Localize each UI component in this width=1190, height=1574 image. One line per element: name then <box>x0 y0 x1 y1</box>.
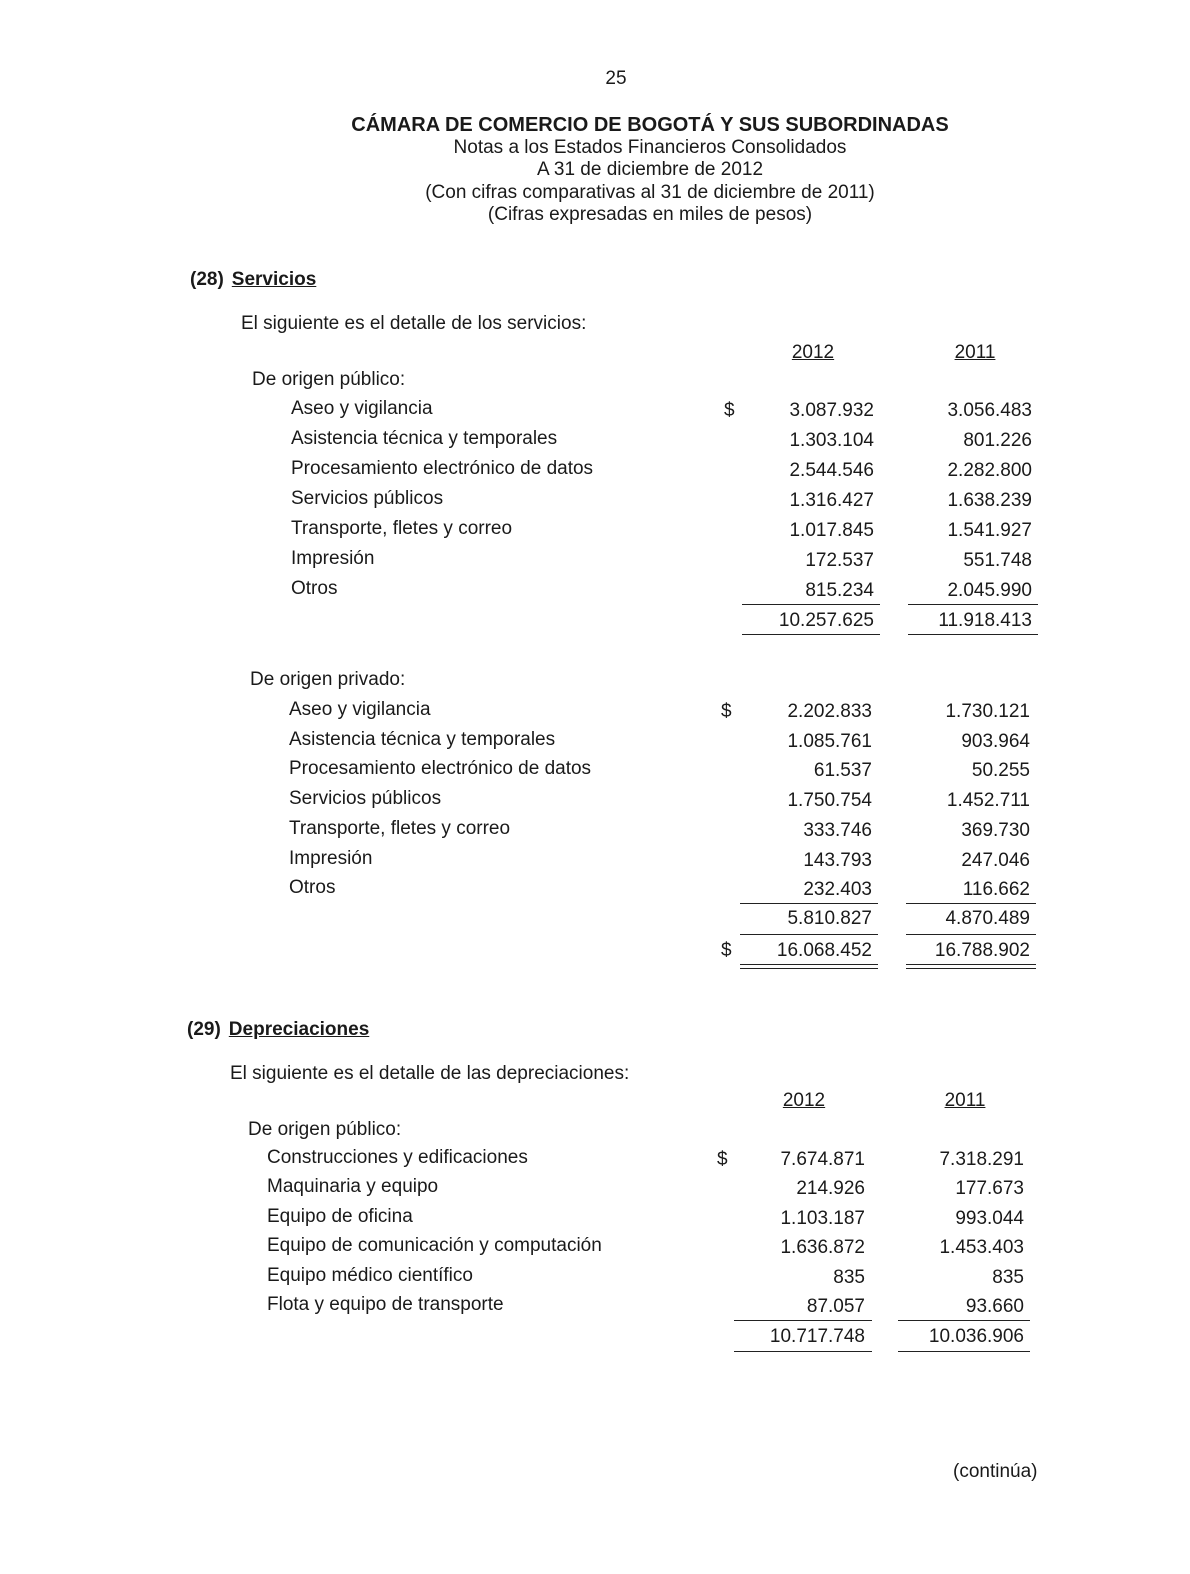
servicios-privado-subtotal-2012: 5.810.827 <box>787 908 872 929</box>
value-2011: 801.226 <box>963 430 1032 451</box>
value-2011: 2.282.800 <box>947 460 1032 481</box>
value-2011: 903.964 <box>961 730 1030 752</box>
row-label: Otros <box>291 578 338 599</box>
servicios-privado-label: De origen privado: <box>250 669 406 690</box>
value-2011: 835 <box>992 1266 1024 1288</box>
value-2012: 2.202.833 <box>787 701 872 722</box>
depreciaciones-publico-subtotal-2011: 10.036.906 <box>928 1326 1024 1347</box>
row-label: Procesamiento electrónico de datos <box>289 758 592 780</box>
currency-symbol: $ <box>724 400 735 421</box>
servicios-intro: El siguiente es el detalle de los servicios: <box>241 313 587 334</box>
depreciaciones-publico-subtotal-2012: 10.717.748 <box>769 1326 865 1347</box>
value-2012: 61.537 <box>813 760 872 782</box>
value-2011: 369.730 <box>961 819 1030 841</box>
subtotal-rule <box>908 634 1038 635</box>
subtotal-rule <box>740 903 878 904</box>
value-2012: 1.085.761 <box>787 730 872 752</box>
row-label: Aseo y vigilancia <box>291 398 433 419</box>
page-number: 25 <box>605 68 627 89</box>
value-2012: 1.303.104 <box>789 430 874 451</box>
continua-footer: (continúa) <box>953 1461 1038 1482</box>
row-label: Construcciones y edificaciones <box>267 1147 528 1168</box>
row-label: Asistencia técnica y temporales <box>291 428 558 449</box>
value-2011: 50.255 <box>971 760 1030 782</box>
value-2012: 1.636.872 <box>780 1237 865 1259</box>
value-2011: 7.318.291 <box>939 1149 1024 1170</box>
section-depreciaciones-heading <box>187 1019 369 1041</box>
depreciaciones-year-2012: 2012 <box>782 1090 826 1111</box>
subtotal-rule <box>742 604 880 605</box>
row-label: Transporte, fletes y correo <box>291 518 513 539</box>
subtotal-rule <box>898 1351 1030 1352</box>
row-label: Transporte, fletes y correo <box>289 817 511 839</box>
value-2011: 1.453.403 <box>939 1237 1024 1259</box>
servicios-year-2011: 2011 <box>954 342 996 363</box>
value-2011: 247.046 <box>961 849 1030 871</box>
value-2012: 1.017.845 <box>789 520 874 541</box>
value-2012: 835 <box>833 1266 865 1288</box>
value-2011: 2.045.990 <box>947 580 1032 601</box>
header-line-1: Notas a los Estados Financieros Consolidados <box>453 137 847 158</box>
section-servicios-heading <box>190 269 316 291</box>
header-line-3: (Con cifras comparativas al 31 de diciembre de 2011) <box>425 182 875 203</box>
subtotal-rule <box>734 1320 872 1321</box>
header-line-2: A 31 de diciembre de 2012 <box>536 159 764 180</box>
row-label: Asistencia técnica y temporales <box>289 728 556 750</box>
value-2012: 143.793 <box>803 849 872 871</box>
row-label: Equipo médico científico <box>267 1264 473 1286</box>
servicios-total-2012: 16.068.452 <box>776 940 872 961</box>
servicios-year-2012: 2012 <box>791 342 835 363</box>
value-2011: 1.730.121 <box>945 701 1030 722</box>
currency-symbol: $ <box>721 940 732 961</box>
row-label: Otros <box>289 877 336 899</box>
subtotal-rule <box>898 1320 1030 1321</box>
section-number: (29) <box>187 1019 221 1040</box>
row-label: Procesamiento electrónico de datos <box>291 458 594 479</box>
section-number: (28) <box>190 269 224 290</box>
row-label: Servicios públicos <box>291 488 444 509</box>
row-label: Servicios públicos <box>289 788 442 810</box>
value-2011: 1.541.927 <box>947 520 1032 541</box>
value-2011: 1.638.239 <box>947 490 1032 511</box>
depreciaciones-intro: El siguiente es el detalle de las depreciaciones: <box>230 1063 630 1084</box>
row-label: Impresión <box>289 847 373 869</box>
value-2011: 116.662 <box>962 879 1030 901</box>
value-2011: 551.748 <box>963 550 1032 571</box>
currency-symbol: $ <box>721 701 732 722</box>
depreciaciones-year-2011: 2011 <box>944 1090 986 1111</box>
value-2012: 1.750.754 <box>787 790 872 812</box>
value-2011: 3.056.483 <box>947 400 1032 421</box>
subtotal-rule <box>734 1351 872 1352</box>
value-2011: 1.452.711 <box>946 790 1030 812</box>
row-label: Aseo y vigilancia <box>289 699 431 720</box>
total-double-rule <box>906 964 1036 969</box>
subtotal-rule <box>906 934 1036 935</box>
servicios-publico-subtotal-2012: 10.257.625 <box>778 610 874 631</box>
servicios-privado-subtotal-2011: 4.870.489 <box>945 908 1030 929</box>
value-2011: 177.673 <box>955 1178 1024 1200</box>
row-label: Flota y equipo de transporte <box>267 1294 504 1315</box>
subtotal-rule <box>740 934 878 935</box>
value-2012: 7.674.871 <box>780 1149 865 1170</box>
servicios-total-2011: 16.788.902 <box>934 940 1030 961</box>
subtotal-rule <box>742 634 880 635</box>
value-2012: 1.316.427 <box>789 490 874 511</box>
header-line-4: (Cifras expresadas en miles de pesos) <box>487 204 813 225</box>
company-title: CÁMARA DE COMERCIO DE BOGOTÁ Y SUS SUBORDINADAS <box>351 114 949 136</box>
value-2012: 815.234 <box>805 580 874 601</box>
row-label: Equipo de oficina <box>267 1205 413 1227</box>
value-2012: 172.537 <box>805 550 874 571</box>
value-2012: 232.403 <box>803 879 872 901</box>
servicios-publico-subtotal-2011: 11.918.413 <box>938 610 1032 631</box>
section-title: Servicios <box>231 269 317 290</box>
value-2011: 93.660 <box>965 1296 1024 1317</box>
value-2012: 214.926 <box>796 1178 865 1200</box>
subtotal-rule <box>906 903 1036 904</box>
row-label: Impresión <box>291 548 375 569</box>
value-2012: 2.544.546 <box>789 460 874 481</box>
servicios-publico-label: De origen público: <box>252 369 406 390</box>
value-2012: 1.103.187 <box>780 1207 865 1229</box>
value-2012: 87.057 <box>806 1296 865 1317</box>
subtotal-rule <box>908 604 1038 605</box>
value-2011: 993.044 <box>955 1207 1024 1229</box>
row-label: Equipo de comunicación y computación <box>267 1235 602 1257</box>
total-double-rule <box>740 964 878 969</box>
currency-symbol: $ <box>717 1149 728 1170</box>
row-label: Maquinaria y equipo <box>267 1176 439 1198</box>
value-2012: 3.087.932 <box>789 400 874 421</box>
section-title: Depreciaciones <box>228 1019 370 1040</box>
depreciaciones-publico-label: De origen público: <box>248 1119 402 1140</box>
value-2012: 333.746 <box>803 819 872 841</box>
